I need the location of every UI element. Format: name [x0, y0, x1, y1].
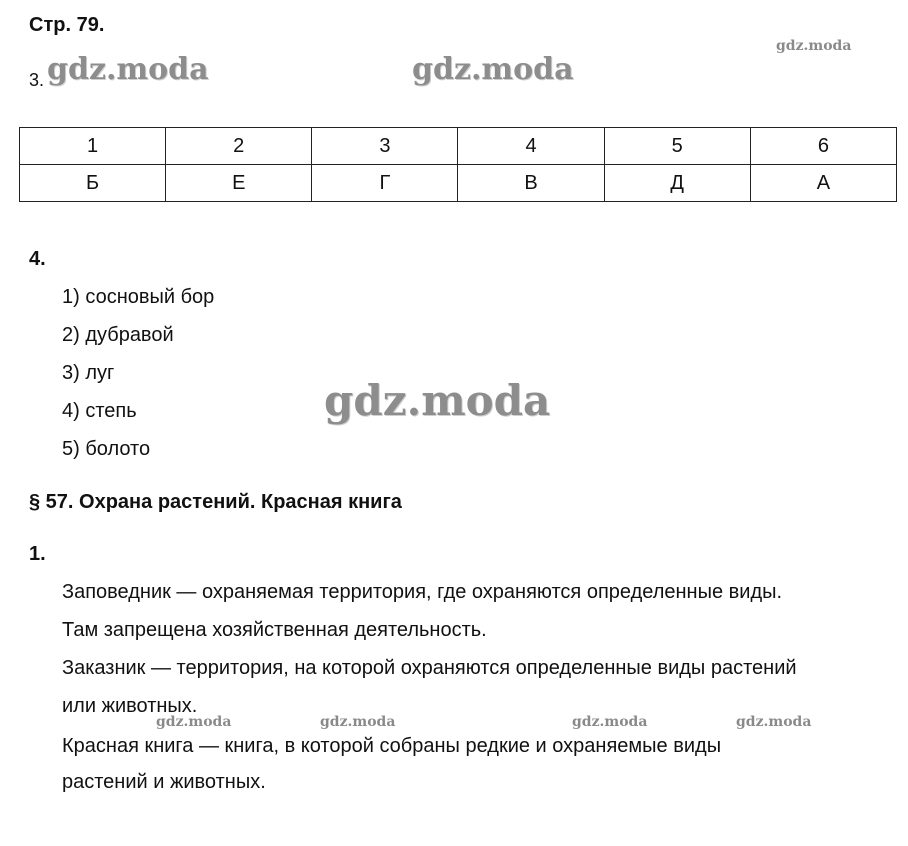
list-item: 4) степь — [62, 400, 137, 422]
table-answer-cell: Б — [20, 165, 166, 202]
table-answer-cell: В — [458, 165, 604, 202]
paragraph-line: Заказник — территория, на которой охраняются определенные виды растений — [62, 657, 797, 679]
watermark-logo: gdz.moda — [47, 52, 209, 87]
table-answer-cell: Д — [604, 165, 750, 202]
watermark-logo: gdz.moda — [412, 52, 574, 87]
watermark-logo: gdz.moda — [776, 38, 852, 54]
paragraph-line: Красная книга — книга, в которой собраны редкие и охраняемые виды — [62, 735, 722, 757]
list-item: 2) дубравой — [62, 324, 174, 346]
watermark-logo: gdz.moda — [572, 714, 648, 730]
paragraph-line: Заповедник — охраняемая территория, где охраняются определенные виды. — [62, 581, 783, 603]
paragraph-line: растений и животных. — [62, 771, 266, 793]
page-label: Стр. 79. — [29, 14, 105, 36]
table-answer-cell: Г — [312, 165, 458, 202]
paragraph-line: или животных. — [62, 695, 198, 717]
table-header-cell: 3 — [312, 128, 458, 165]
watermark-logo: gdz.moda — [736, 714, 812, 730]
watermark-logo: gdz.moda — [156, 714, 232, 730]
table-answer-cell: А — [750, 165, 896, 202]
table-header-cell: 4 — [458, 128, 604, 165]
paragraph-line: Там запрещена хозяйственная деятельность. — [62, 619, 487, 641]
watermark-logo: gdz.moda — [320, 714, 396, 730]
list-item: 3) луг — [62, 362, 115, 384]
table-row — [20, 165, 897, 202]
task4-number: 4. — [29, 248, 46, 270]
table-answer-cell: Е — [166, 165, 312, 202]
list-item: 5) болото — [62, 438, 151, 460]
table-header-cell: 5 — [604, 128, 750, 165]
table-row — [20, 128, 897, 165]
section-title: § 57. Охрана растений. Красная книга — [29, 491, 402, 513]
answers-table — [19, 127, 897, 202]
table-header-cell: 2 — [166, 128, 312, 165]
task3-number: 3. — [29, 70, 45, 90]
list-item: 1) сосновый бор — [62, 286, 215, 308]
watermark-logo: gdz.moda — [324, 376, 551, 425]
task1-number: 1. — [29, 543, 46, 565]
table-header-cell: 1 — [20, 128, 166, 165]
table-header-cell: 6 — [750, 128, 896, 165]
